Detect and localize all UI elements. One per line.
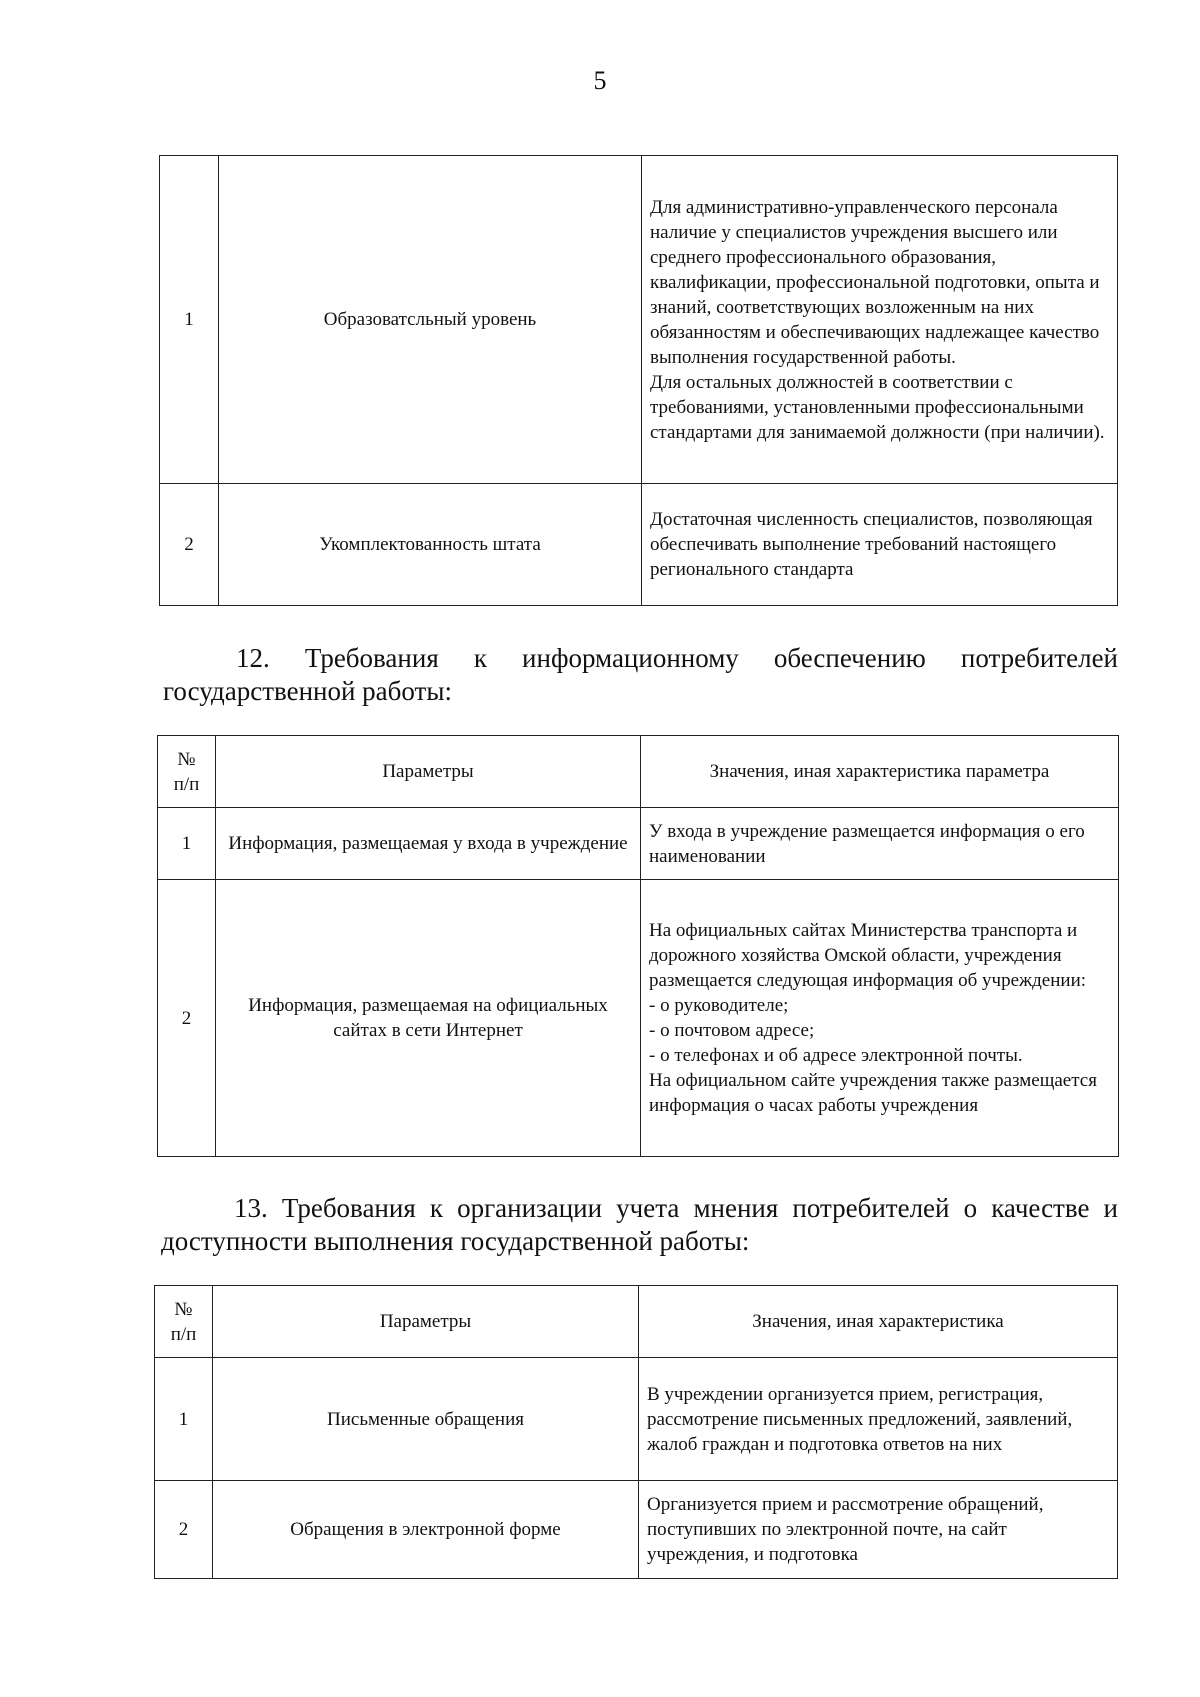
- parameter-cell: Образоватсльный уровень: [219, 156, 642, 484]
- header-values: Значения, иная характеристика параметра: [641, 736, 1119, 808]
- value-cell: У входа в учреждение размещается информация о его наименовании: [641, 808, 1119, 880]
- value-cell: На официальных сайтах Министерства транспорта и дорожного хозяйства Омской области, учреждения размещается следующая информация об учреждении: - о руководителе; - о почтовом адресе; - о телефонах и об адресе электронной почты. На официальном сайте учреждения также размещается информация о часах работы учреждения: [641, 880, 1119, 1157]
- table-row: [160, 156, 1118, 484]
- section-13-heading: 13. Требования к организации учета мнения потребителей о качестве и доступности выполнения государственной работы:: [161, 1193, 1118, 1256]
- staff-requirements-table: [159, 155, 1118, 606]
- table-row: [155, 1358, 1118, 1481]
- header-values: Значения, иная характеристика: [639, 1286, 1118, 1358]
- parameter-cell: Укомплектованность штата: [219, 484, 642, 606]
- value-cell: Организуется прием и рассмотрение обращений, поступивших по электронной почте, на сайт учреждения, и подготовка: [639, 1481, 1118, 1579]
- row-number: 1: [155, 1358, 213, 1481]
- information-support-table: [157, 735, 1119, 1157]
- table-row: [160, 484, 1118, 606]
- row-number: 2: [158, 880, 216, 1157]
- row-number: 2: [155, 1481, 213, 1579]
- consumer-opinion-table: [154, 1285, 1118, 1579]
- parameter-cell: Обращения в электронной форме: [213, 1481, 639, 1579]
- header-parameters: Параметры: [213, 1286, 639, 1358]
- parameter-cell: Информация, размещаемая на официальных сайтах в сети Интернет: [216, 880, 641, 1157]
- row-number: 1: [158, 808, 216, 880]
- value-cell: Для административно-управленческого персонала наличие у специалистов учреждения высшего или среднего профессионального образования, квалификации, профессиональной подготовки, опыта и знаний, соответствующих возложенным на них обязанностям и обеспечивающих надлежащее качество выполнения государственной работы. Для остальных должностей в соответствии с требованиями, установленными профессиональными стандартами для занимаемой должности (при наличии).: [642, 156, 1118, 484]
- header-number: № п/п: [158, 736, 216, 808]
- value-cell: Достаточная численность специалистов, позволяющая обеспечивать выполнение требований настоящего регионального стандарта: [642, 484, 1118, 606]
- table-header-row: [155, 1286, 1118, 1358]
- row-number: 1: [160, 156, 219, 484]
- table-header-row: [158, 736, 1119, 808]
- section-12-heading: 12. Требования к информационному обеспечению потребителей государственной работы:: [163, 643, 1118, 706]
- row-number: 2: [160, 484, 219, 606]
- header-number: № п/п: [155, 1286, 213, 1358]
- page-number: 5: [593, 66, 607, 95]
- table-row: [158, 808, 1119, 880]
- value-cell: В учреждении организуется прием, регистрация, рассмотрение письменных предложений, заявлений, жалоб граждан и подготовка ответов на них: [639, 1358, 1118, 1481]
- header-parameters: Параметры: [216, 736, 641, 808]
- table-row: [158, 880, 1119, 1157]
- parameter-cell: Информация, размещаемая у входа в учреждение: [216, 808, 641, 880]
- table-row: [155, 1481, 1118, 1579]
- parameter-cell: Письменные обращения: [213, 1358, 639, 1481]
